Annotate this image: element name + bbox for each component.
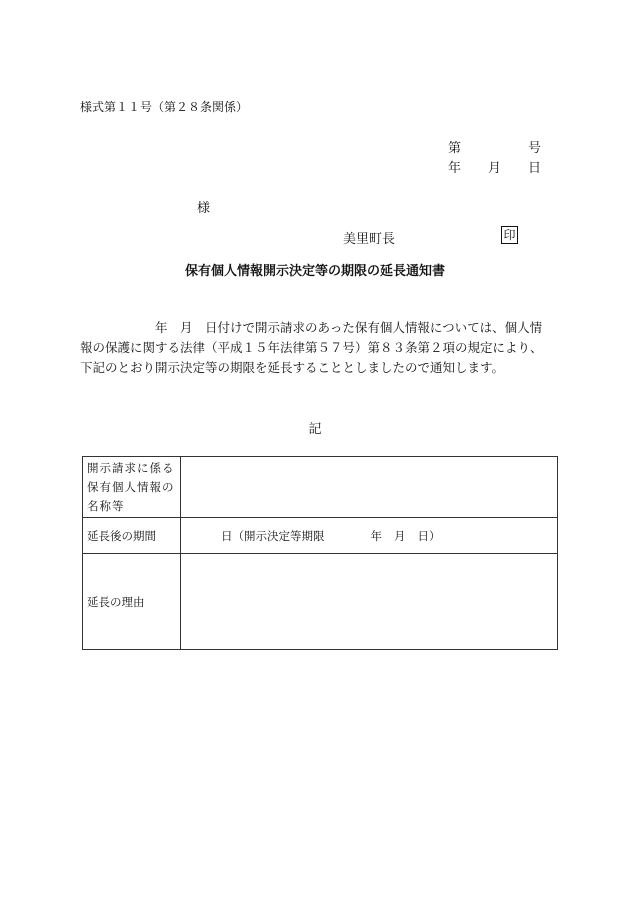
body-paragraph — [80, 318, 560, 378]
body-line: 下記のとおり開示決定等の期限を延長することとしましたので通知します。 — [80, 360, 505, 375]
detail-table — [82, 456, 558, 650]
period-day: 日 — [221, 528, 233, 543]
seal-mark: 印 — [501, 226, 518, 244]
period-year: 年 — [370, 528, 382, 543]
row3-label: 延長の理由 — [83, 554, 181, 650]
date-month: 月 — [488, 161, 502, 176]
row1-value-field[interactable] — [181, 457, 558, 518]
row1-label-line: 名称等 — [87, 498, 125, 513]
row1-label-line: 保有個人情報の — [87, 479, 175, 494]
period-month: 月 — [394, 528, 406, 543]
row3-value-field[interactable] — [181, 554, 558, 650]
form-number: 様式第１１号（第２８条関係） — [80, 100, 249, 114]
row2-label: 延長後の期間 — [83, 518, 181, 554]
table-row — [83, 518, 558, 554]
date-year: 年 — [448, 161, 462, 176]
document-title: 保有個人情報開示決定等の期限の延長通知書 — [184, 264, 445, 279]
table-row — [83, 457, 558, 518]
period-deadline-open: （開示決定等期限 — [232, 528, 325, 543]
addressee-suffix: 様 — [197, 201, 211, 216]
sender-name: 美里町長 — [343, 232, 396, 247]
date-day: 日 — [528, 161, 542, 176]
ki-heading: 記 — [308, 422, 322, 437]
doc-number-prefix: 第 — [448, 141, 462, 156]
row1-label — [83, 457, 181, 518]
row2-value-field[interactable] — [181, 518, 558, 554]
row1-label-line: 開示請求に係る — [87, 460, 175, 475]
body-line: 年 月 日付けで開示請求のあった保有個人情報については、個人情 — [80, 320, 543, 335]
period-day-close: 日） — [417, 528, 441, 543]
table-row — [83, 554, 558, 650]
body-line: 報の保護に関する法律（平成１５年法律第５７号）第８３条第２項の規定により、 — [80, 340, 543, 355]
doc-number-suffix: 号 — [528, 141, 542, 156]
